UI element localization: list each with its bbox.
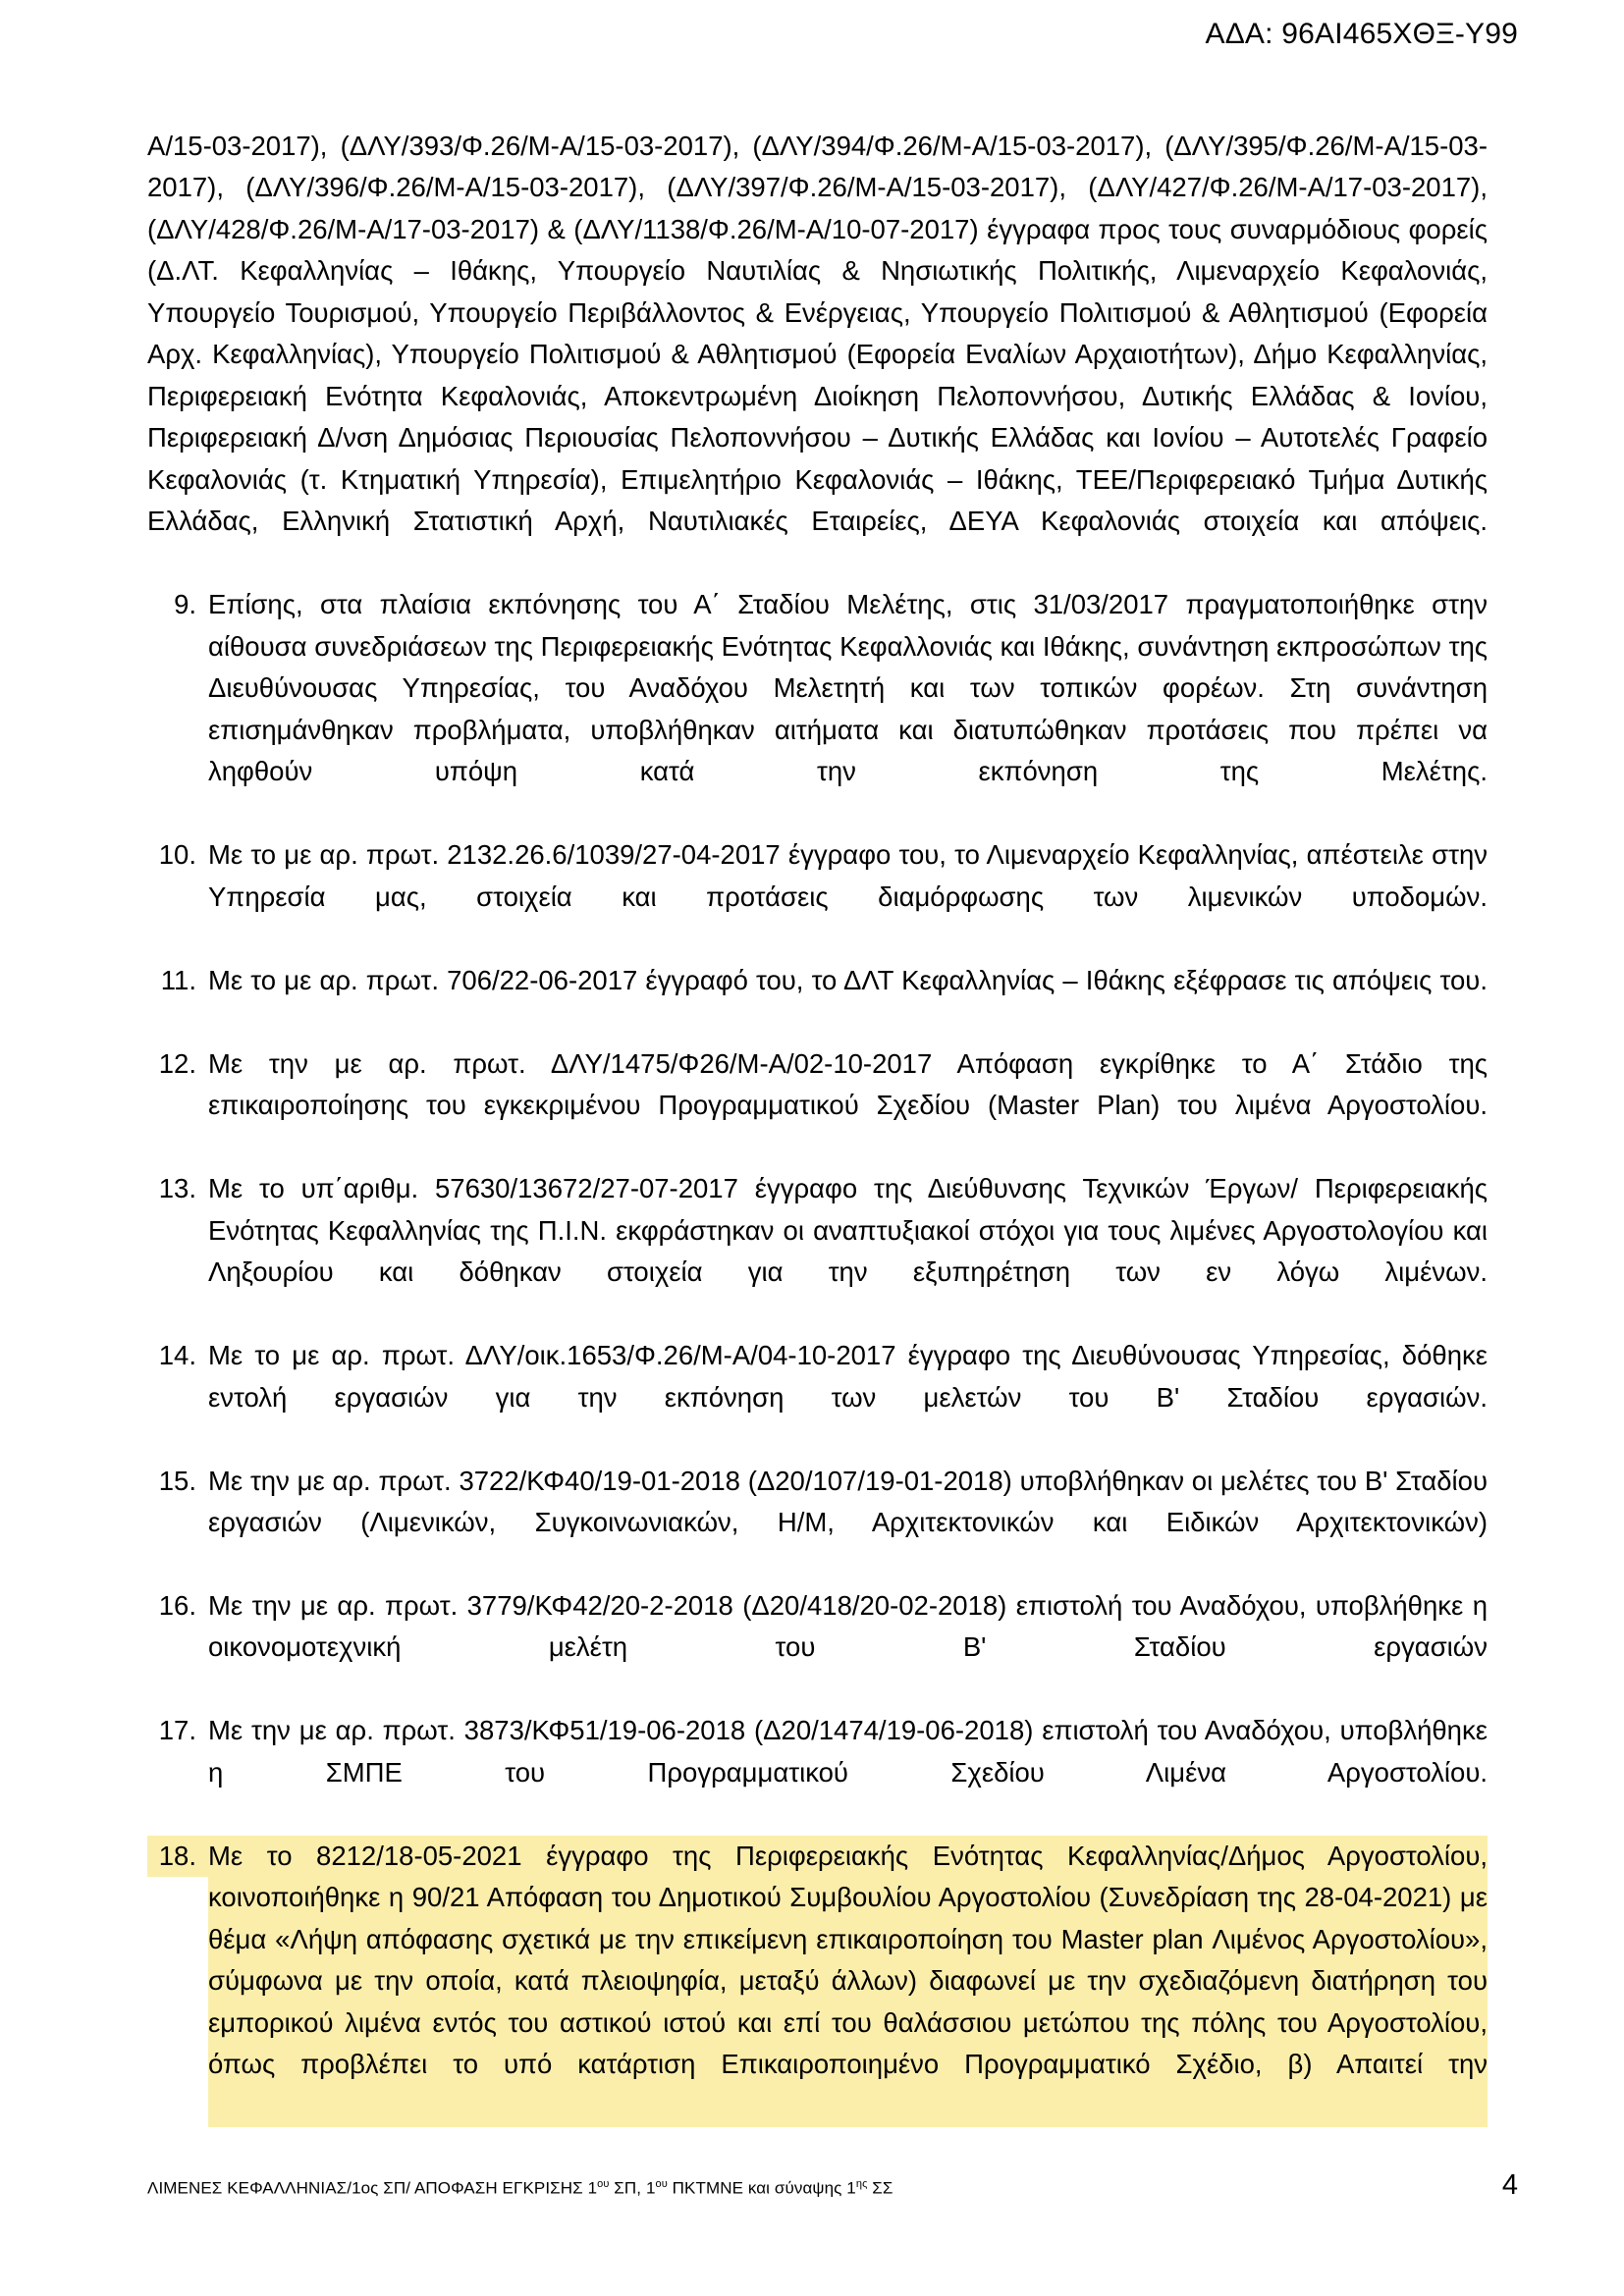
list-item	[147, 960, 1488, 1043]
footer-mid-2: ΠΚΤΜΝΕ και σύναψης 1	[667, 2179, 856, 2198]
list-item	[147, 1461, 1488, 1585]
list-item-number: 9.	[174, 589, 196, 620]
list-item-text: Με το με αρ. πρωτ. ΔΛΥ/οικ.1653/Φ.26/Μ-Α/04-10-2017 έγγραφο της Διευθύνουσας Υπηρεσίας, δόθηκε εντολή εργασιών για την εκπόνηση των μελετών του Β' Σταδίου εργασιών.	[208, 1340, 1488, 1413]
list-item-number: 11.	[160, 964, 196, 995]
footer-superscript-3: ης	[855, 2178, 868, 2191]
list-item-number: 15.	[158, 1465, 196, 1496]
footer-superscript-2: ου	[655, 2178, 668, 2191]
list-item	[147, 1710, 1488, 1835]
footer-mid-1: ΣΠ, 1	[609, 2179, 656, 2198]
page-number: 4	[1501, 2169, 1518, 2201]
list-item-number: 12.	[158, 1047, 196, 1079]
list-item	[147, 1168, 1488, 1335]
list-item-text: Με το με αρ. πρωτ. 2132.26.6/1039/27-04-2017 έγγραφο του, το Λιμεναρχείο Κεφαλληνίας, απέστειλε στην Υπηρεσία μας, στοιχεία και προτάσεις διαμόρφωσης των λιμενικών υποδομών.	[208, 839, 1488, 912]
list-item	[147, 584, 1488, 834]
list-item-text: Με την με αρ. πρωτ. 3873/ΚΦ51/19-06-2018 (Δ20/1474/19-06-2018) επιστολή του Αναδόχου, υποβλήθηκε η ΣΜΠΕ του Προγραμματικού Σχεδίου Λιμένα Αργοστολίου.	[208, 1715, 1488, 1788]
list-item	[147, 834, 1488, 959]
list-item-text: Με το υπ΄αριθμ. 57630/13672/27-07-2017 έγγραφο της Διεύθυνσης Τεχνικών Έργων/ Περιφερειακής Ενότητας Κεφαλληνίας της Π.Ι.Ν. εκφράστηκαν οι αναπτυξιακοί στόχοι για τους λιμένες Αργοστολογίου και Ληξουρίου και δόθηκαν στοιχεία για την εξυπηρέτηση των εν λόγω λιμένων.	[208, 1173, 1488, 1288]
numbered-items-list	[147, 584, 1488, 2127]
list-item	[147, 1585, 1488, 1710]
list-item-text: Με το με αρ. πρωτ. 706/22-06-2017 έγγραφό του, το ΔΛΤ Κεφαλληνίας – Ιθάκης εξέφρασε τις απόψεις του.	[208, 964, 1488, 995]
list-item-number: 18.	[147, 1836, 208, 1877]
list-item-number: 10.	[158, 839, 196, 871]
list-item-text: Με την με αρ. πρωτ. 3779/ΚΦ42/20-2-2018 (Δ20/418/20-02-2018) επιστολή του Αναδόχου, υποβλήθηκε η οικονομοτεχνική μελέτη του Β' Σταδίου εργασιών	[208, 1589, 1488, 1663]
footer-superscript-1: ου	[597, 2178, 610, 2191]
list-item-text: Με το 8212/18-05-2021 έγγραφο της Περιφερειακής Ενότητας Κεφαλληνίας/Δήμος Αργοστολίου, κοινοποιήθηκε η 90/21 Απόφαση του Δημοτικού Συμβουλίου Αργοστολίου (Συνεδρίαση της 28-04-2021) με θέμα «Λήψη απόφασης σχετικά με την επικείμενη επικαιροποίηση του Master plan Λιμένος Αργοστολίου», σύμφωνα με την οποία, κατά πλειοψηφία, μεταξύ άλλων) διαφωνεί με την σχεδιαζόμενη διατήρηση του εμπορικού λιμένα εντός του αστικού ιστού και επί του θαλάσσιου μετώπου της πόλης του Αργοστολίου, όπως προβλέπει το υπό κατάρτιση Επικαιροποιημένο Προγραμματικό Σχέδιο, β) Απαιτεί την	[208, 1836, 1488, 2127]
ada-reference-header: ΑΔΑ: 96ΑΙ465ΧΘΞ-Υ99	[1205, 18, 1518, 50]
list-item-text: Επίσης, στα πλαίσια εκπόνησης του Α΄ Σταδίου Μελέτης, στις 31/03/2017 πραγματοποιήθηκε στην αίθουσα συνεδριάσεων της Περιφερειακής Ενότητας Κεφαλλονιάς και Ιθάκης, συνάντηση εκπροσώπων της Διευθύνουσας Υπηρεσίας, του Αναδόχου Μελετητή και των τοπικών φορέων. Στη συνάντηση επισημάνθηκαν προβλήματα, υποβλήθηκαν αιτήματα και διατυπώθηκαν προτάσεις που πρέπει να ληφθούν υπόψη κατά την εκπόνηση της Μελέτης.	[208, 589, 1488, 787]
list-item-number: 17.	[158, 1715, 196, 1746]
list-item-number: 14.	[158, 1340, 196, 1371]
list-item-text: Με την με αρ. πρωτ. ΔΛΥ/1475/Φ26/Μ-Α/02-10-2017 Απόφαση εγκρίθηκε το Α΄ Στάδιο της επικαιροποίησης του εγκεκριμένου Προγραμματικού Σχεδίου (Master Plan) του λιμένα Αργοστολίου.	[208, 1047, 1488, 1121]
list-item-highlighted	[147, 1836, 1488, 2127]
footer-mid-3: ΣΣ	[867, 2179, 893, 2198]
list-item-text: Με την με αρ. πρωτ. 3722/ΚΦ40/19-01-2018 (Δ20/107/19-01-2018) υποβλήθηκαν οι μελέτες του Β' Σταδίου εργασιών (Λιμενικών, Συγκοινωνιακών, Η/Μ, Αρχιτεκτονικών και Ειδικών Αρχιτεκτονικών)	[208, 1465, 1488, 1537]
list-item-number: 13.	[158, 1173, 196, 1204]
page-footer	[147, 2169, 1518, 2202]
document-body	[147, 126, 1488, 2127]
list-item	[147, 1043, 1488, 1168]
footer-prefix: ΛΙΜΕΝΕΣ ΚΕΦΑΛΛΗΝΙΑΣ/1ος ΣΠ/ ΑΠΟΦΑΣΗ ΕΓΚΡΙΣΗΣ 1	[147, 2179, 598, 2198]
list-item	[147, 1335, 1488, 1460]
lead-paragraph: Α/15-03-2017), (ΔΛΥ/393/Φ.26/Μ-Α/15-03-2017), (ΔΛΥ/394/Φ.26/Μ-Α/15-03-2017), (ΔΛΥ/395/Φ.26/Μ-Α/15-03-2017), (ΔΛΥ/396/Φ.26/Μ-Α/15-03-2017), (ΔΛΥ/397/Φ.26/Μ-Α/15-03-2017), (ΔΛΥ/427/Φ.26/Μ-Α/17-03-2017), (ΔΛΥ/428/Φ.26/Μ-Α/17-03-2017) & (ΔΛΥ/1138/Φ.26/Μ-Α/10-07-2017) έγγραφα προς τους συναρμόδιους φορείς (Δ.ΛΤ. Κεφαλληνίας – Ιθάκης, Υπουργείο Ναυτιλίας & Νησιωτικής Πολιτικής, Λιμεναρχείο Κεφαλονιάς, Υπουργείο Τουρισμού, Υπουργείο Περιβάλλοντος & Ενέργειας, Υπουργείο Πολιτισμού & Αθλητισμού (Εφορεία Αρχ. Κεφαλληνίας), Υπουργείο Πολιτισμού & Αθλητισμού (Εφορεία Εναλίων Αρχαιοτήτων), Δήμο Κεφαλληνίας, Περιφερειακή Ενότητα Κεφαλονιάς, Αποκεντρωμένη Διοίκηση Πελοποννήσου, Δυτικής Ελλάδας & Ιονίου, Περιφερειακή Δ/νση Δημόσιας Περιουσίας Πελοποννήσου – Δυτικής Ελλάδας και Ιονίου – Αυτοτελές Γραφείο Κεφαλονιάς (τ. Κτηματική Υπηρεσία), Επιμελητήριο Κεφαλονιάς – Ιθάκης, ΤΕΕ/Περιφερειακό Τμήμα Δυτικής Ελλάδας, Ελληνική Στατιστική Αρχή, Ναυτιλιακές Εταιρείες, ΔΕΥΑ Κεφαλονιάς στοιχεία και απόψεις.	[147, 131, 1488, 537]
list-item-number: 16.	[158, 1589, 196, 1621]
footer-document-reference	[147, 2178, 893, 2199]
